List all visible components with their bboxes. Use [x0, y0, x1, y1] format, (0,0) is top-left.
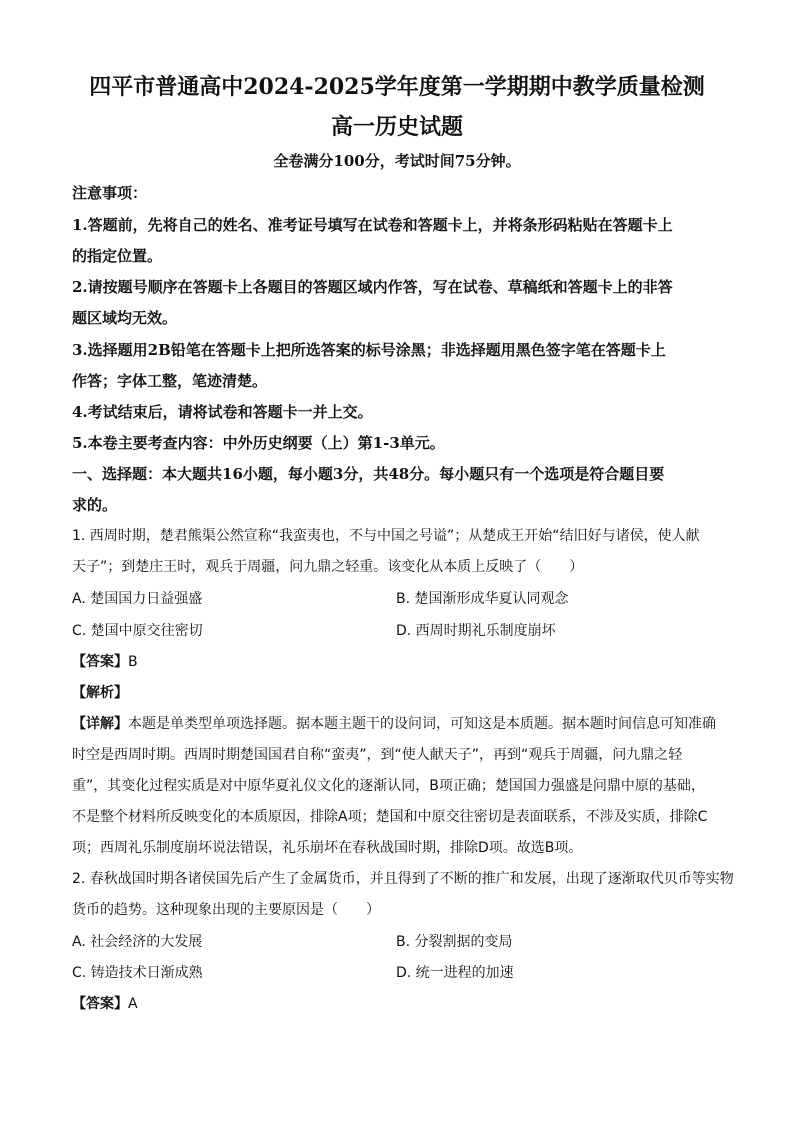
notes-heading: 注意事项： — [72, 184, 148, 202]
q2-option-c: C. 铸造技术日渐成熟 — [72, 965, 203, 981]
q1-answer — [72, 651, 138, 671]
answer-tag: 【答案】 — [72, 654, 128, 670]
question-1-stem: 天子”；到楚庄王时，观兵于周疆，问九鼎之轻重。该变化从本质上反映了（ ） — [72, 559, 584, 575]
q1-detail — [72, 713, 732, 733]
notes-line: 5.本卷主要考查内容：中外历史纲要（上）第1-3单元。 — [72, 434, 445, 452]
detail-text: 本题是单类型单项选择题。据本题主题干的设问词，可知这是本质题。据本题时间信息可知准确 — [128, 716, 716, 732]
score-time-note: 全卷满分100分，考试时间75分钟。 — [273, 152, 521, 170]
section-heading: 求的。 — [72, 496, 118, 514]
notes-line: 2.请按题号顺序在答题卡上各题目的答题区域内作答，写在试卷、草稿纸和答题卡上的非答 — [72, 278, 673, 296]
answer-value: B — [128, 654, 138, 670]
question-2-stem: 货币的趋势。这种现象出现的主要原因是（ ） — [72, 902, 380, 918]
notes-line: 3.选择题用2B铅笔在答题卡上把所选答案的标号涂黑；非选择题用黑色签字笔在答题卡上 — [72, 341, 666, 359]
q1-analysis-tag — [72, 682, 128, 702]
subject-title: 高一历史试题 — [330, 114, 463, 140]
exam-title: 四平市普通高中2024-2025学年度第一学期期中教学质量检测 — [89, 74, 705, 100]
notes-line: 4.考试结束后，请将试卷和答题卡一并上交。 — [72, 403, 373, 421]
section-heading: 一、选择题：本大题共16小题，每小题3分，共48分。每小题只有一个选项是符合题目要 — [72, 465, 665, 483]
answer-tag: 【答案】 — [72, 996, 128, 1012]
q1-option-d: D. 西周时期礼乐制度崩坏 — [396, 623, 556, 639]
q1-detail-line: 项；西周礼乐制度崩坏说法错误，礼乐崩坏在春秋战国时期，排除D项。故选B项。 — [72, 840, 583, 856]
notes-line: 作答；字体工整，笔迹清楚。 — [72, 372, 268, 390]
analysis-tag: 【解析】 — [72, 685, 128, 701]
question-1-stem: 1. 西周时期，楚君熊渠公然宣称“我蛮夷也，不与中国之号谥”；从楚成王开始“结旧好与诸侯，使人献 — [72, 528, 700, 544]
q1-option-a: A. 楚国国力日益强盛 — [72, 591, 203, 607]
question-2-stem: 2. 春秋战国时期各诸侯国先后产生了金属货币，并且得到了不断的推广和发展，出现了逐渐取代贝币等实物 — [72, 871, 734, 887]
notes-line: 题区域均无效。 — [72, 309, 178, 327]
q1-option-b: B. 楚国渐形成华夏认同观念 — [396, 591, 569, 607]
q2-option-b: B. 分裂割据的变局 — [396, 934, 513, 950]
q1-option-c: C. 楚国中原交往密切 — [72, 623, 203, 639]
q2-answer — [72, 993, 138, 1013]
detail-tag: 【详解】 — [72, 716, 128, 732]
q1-detail-line: 重”，其变化过程实质是对中原华夏礼仪文化的逐渐认同，B项正确；楚国国力强盛是问鼎中原的基础， — [72, 778, 705, 794]
q2-option-a: A. 社会经济的大发展 — [72, 934, 203, 950]
q1-detail-line: 不是整个材料所反映变化的本质原因，排除A项；楚国和中原交往密切是表面联系，不涉及实质，排除C — [72, 809, 708, 825]
notes-line: 的指定位置。 — [72, 247, 163, 265]
answer-value: A — [128, 996, 138, 1012]
notes-line: 1.答题前，先将自己的姓名、准考证号填写在试卷和答题卡上，并将条形码粘贴在答题卡上 — [72, 216, 673, 234]
q2-option-d: D. 统一进程的加速 — [396, 965, 514, 981]
q1-detail-line: 时空是西周时期。西周时期楚国国君自称“蛮夷”，到“使人献天子”，再到“观兵于周疆，问九鼎之轻 — [72, 747, 683, 763]
